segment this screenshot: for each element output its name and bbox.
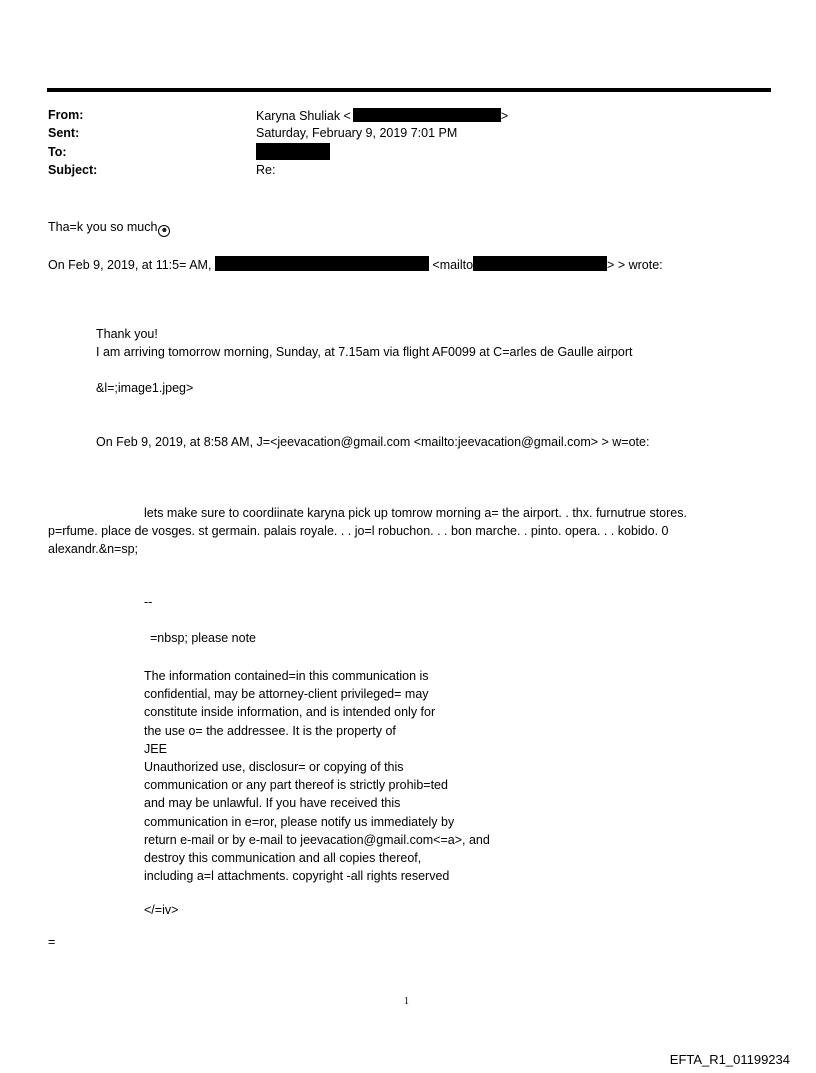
closing-tag: </=iv>	[144, 903, 179, 917]
disclaimer-line: destroy this communication and all copies thereof,	[144, 851, 422, 866]
disclaimer-line: the use o= the addressee. It is the property of	[144, 723, 396, 738]
disclaimer	[144, 667, 564, 885]
nbsp-note: =nbsp; please note	[150, 631, 256, 645]
disclaimer-line: return e-mail or by e-mail to jeevacation@gmail.com<=a>, and	[144, 832, 490, 847]
quote1-line1: Thank you!	[96, 327, 158, 341]
quote2-body-line1: lets make sure to coordiinate karyna pick up tomrow morning a= the airport. . thx. furnutrue stores.	[144, 506, 687, 520]
from-value	[256, 108, 508, 124]
to-redaction-bar	[256, 143, 330, 160]
redaction-bar	[215, 256, 429, 271]
redaction-bar	[473, 256, 607, 271]
disclaimer-line: constitute inside information, and is intended only for	[144, 705, 436, 720]
reply-text: Tha=k you so much ☻	[48, 220, 170, 237]
to-label: To:	[48, 145, 67, 159]
quote1-intro: On Feb 9, 2019, at 11:5= AM, <mailto > > wrote:	[48, 258, 663, 272]
page-number: 1	[404, 996, 409, 1007]
trailing-equals: =	[48, 935, 56, 949]
disclaimer-line: communication or any part thereof is strictly prohib=ted	[144, 778, 448, 793]
subject-value: Re:	[256, 163, 276, 177]
disclaimer-line: communication in e=ror, please notify us immediately by	[144, 814, 455, 829]
quote1-line2: I am arriving tomorrow morning, Sunday, at 7.15am via flight AF0099 at C=arles de Gaulle airport	[96, 345, 633, 359]
header-rule	[47, 88, 771, 92]
disclaimer-line: confidential, may be attorney-client privileged= may	[144, 687, 429, 702]
disclaimer-line: Unauthorized use, disclosur= or copying of this	[144, 760, 404, 775]
quote2-intro: On Feb 9, 2019, at 8:58 AM, J=<jeevacation@gmail.com <mailto:jeevacation@gmail.com> > w=ote:	[96, 435, 650, 449]
image-reference: &l=;image1.jpeg>	[96, 381, 194, 395]
smiley-face-icon: ☻	[158, 225, 170, 237]
bates-number: EFTA_R1_01199234	[669, 1052, 790, 1067]
disclaimer-line: JEE	[144, 741, 167, 756]
subject-label: Subject:	[48, 163, 98, 177]
signature-dashes: --	[144, 595, 153, 609]
sent-value: Saturday, February 9, 2019 7:01 PM	[256, 126, 458, 140]
redaction-bar	[353, 108, 501, 122]
quote2-body-line2: p=rfume. place de vosges. st germain. palais royale. . . jo=l robuchon. . . bon marche. . pinto. opera. . . kobido. 0	[48, 524, 669, 538]
from-label: From:	[48, 108, 84, 122]
from-close: >	[500, 109, 509, 123]
quote2-body-line3: alexandr.&n=sp;	[48, 542, 138, 556]
sent-label: Sent:	[48, 126, 80, 140]
from-name: Karyna Shuliak <	[256, 109, 351, 123]
disclaimer-line: The information contained=in this communication is	[144, 669, 429, 683]
disclaimer-line: and may be unlawful. If you have received this	[144, 796, 401, 811]
disclaimer-line: including a=l attachments. copyright -all rights reserved	[144, 869, 450, 884]
